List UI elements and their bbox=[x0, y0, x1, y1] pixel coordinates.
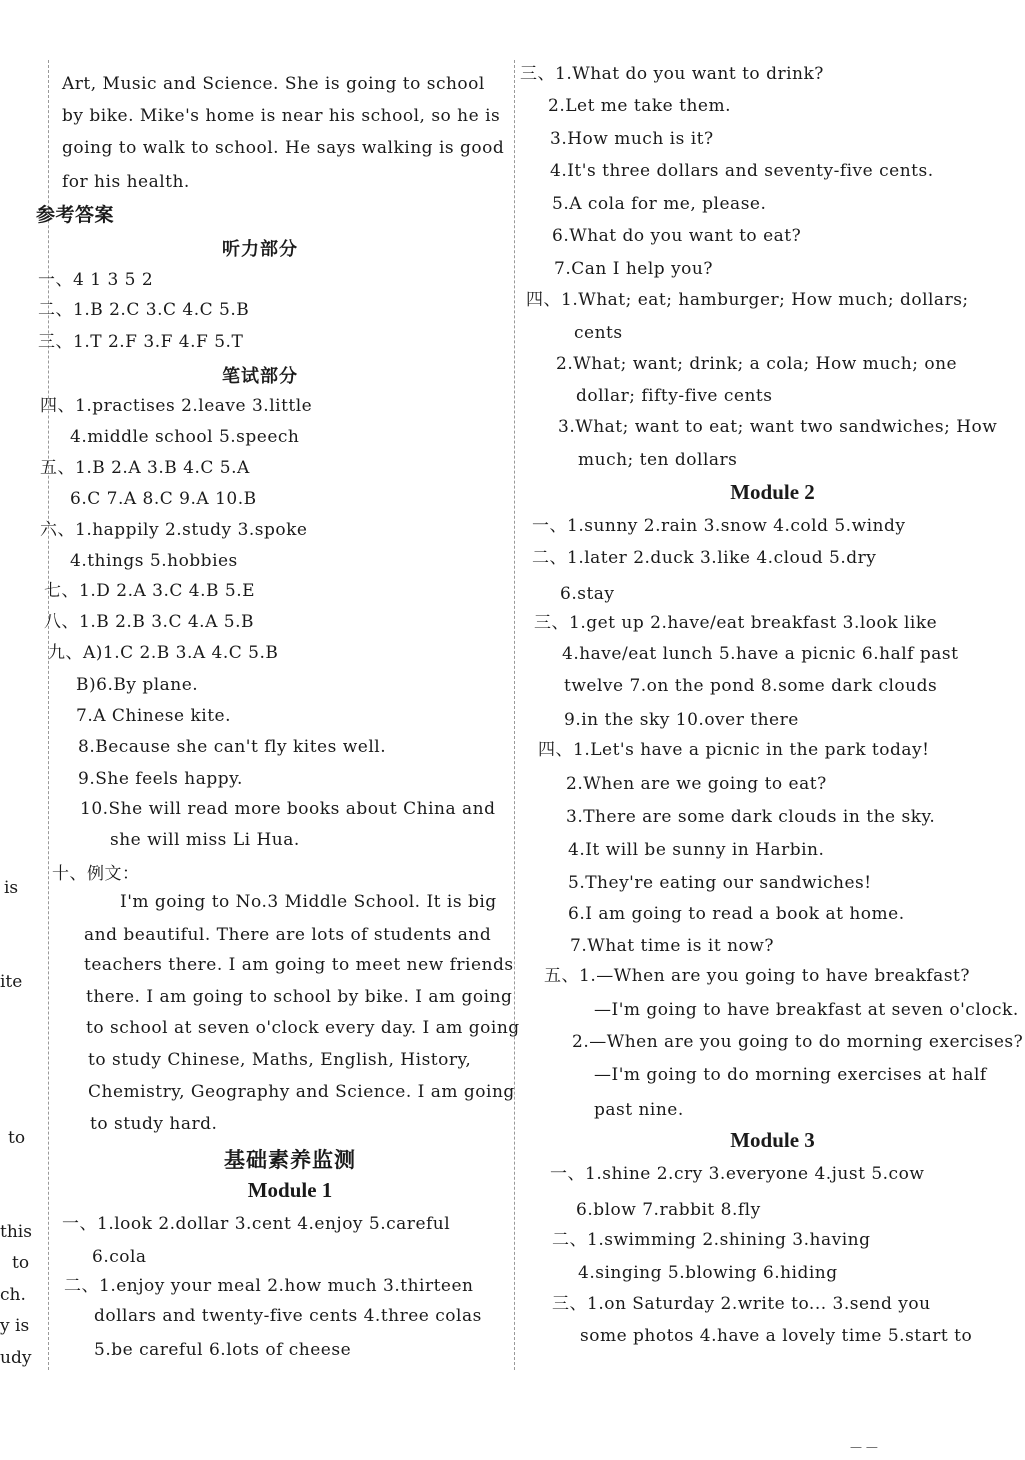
answer-line: 五、1.—When are you going to have breakfast? bbox=[544, 966, 970, 986]
edge-fragment: this bbox=[0, 1222, 32, 1242]
answer-line: 6.C 7.A 8.C 9.A 10.B bbox=[70, 489, 257, 509]
essay-line: Chemistry, Geography and Science. I am going bbox=[88, 1082, 515, 1102]
answer-line: 五、1.B 2.A 3.B 4.C 5.A bbox=[40, 458, 250, 478]
answer-line: 七、1.D 2.A 3.C 4.B 5.E bbox=[44, 581, 256, 601]
essay-line: to study Chinese, Maths, English, History, bbox=[88, 1050, 472, 1070]
module3-title: Module 3 bbox=[730, 1128, 815, 1152]
edge-fragment: to bbox=[8, 1128, 26, 1148]
section-title: 基础素养监测 bbox=[224, 1147, 356, 1172]
answer-line: she will miss Li Hua. bbox=[110, 830, 300, 850]
answer-line: dollar; fifty-five cents bbox=[576, 386, 773, 406]
essay-label: 十、例文： bbox=[52, 864, 140, 884]
answer-line: 4.It will be sunny in Harbin. bbox=[568, 840, 825, 860]
answer-line: 2.Let me take them. bbox=[548, 96, 731, 116]
answer-line: 三、1.T 2.F 3.F 4.F 5.T bbox=[38, 332, 244, 352]
answer-line: 10.She will read more books about China and bbox=[80, 799, 496, 819]
answer-line: —I'm going to do morning exercises at half bbox=[594, 1065, 987, 1085]
essay-line: I'm going to No.3 Middle School. It is big bbox=[120, 892, 497, 912]
answer-line: 2.—When are you going to do morning exercises? bbox=[572, 1032, 1024, 1052]
answer-line: 一、1.shine 2.cry 3.everyone 4.just 5.cow bbox=[550, 1164, 925, 1184]
answer-line: 6.blow 7.rabbit 8.fly bbox=[576, 1200, 761, 1220]
listening-heading: 听力部分 bbox=[222, 239, 298, 260]
answer-line: 二、1.enjoy your meal 2.how much 3.thirteen bbox=[64, 1276, 474, 1296]
edge-fragment: ch. bbox=[0, 1285, 26, 1305]
answer-line: 4.middle school 5.speech bbox=[70, 427, 300, 447]
answer-line: cents bbox=[574, 323, 623, 343]
answer-line: 四、1.practises 2.leave 3.little bbox=[40, 396, 313, 416]
answer-line: 4.have/eat lunch 5.have a picnic 6.half past bbox=[562, 644, 959, 664]
answer-line: 7.What time is it now? bbox=[570, 936, 774, 956]
answer-line: 一、1.look 2.dollar 3.cent 4.enjoy 5.careful bbox=[62, 1214, 451, 1234]
answer-line: 9.She feels happy. bbox=[78, 769, 243, 789]
answer-line: B)6.By plane. bbox=[76, 675, 199, 695]
answer-line: —I'm going to have breakfast at seven o'clock. bbox=[594, 1000, 1019, 1020]
answer-line: 二、1.B 2.C 3.C 4.C 5.B bbox=[38, 300, 250, 320]
answer-line: 四、1.Let's have a picnic in the park today! bbox=[538, 740, 930, 760]
answer-line: past nine. bbox=[594, 1100, 684, 1120]
answer-line: 5.A cola for me, please. bbox=[552, 194, 767, 214]
answer-line: 三、1.What do you want to drink? bbox=[520, 64, 824, 84]
answer-line: twelve 7.on the pond 8.some dark clouds bbox=[564, 676, 938, 696]
edge-fragment: ite bbox=[0, 972, 23, 992]
passage-line: Art, Music and Science. She is going to school bbox=[62, 74, 485, 94]
answer-line: 二、1.later 2.duck 3.like 4.cloud 5.dry bbox=[532, 548, 877, 568]
answer-line: 5.They're eating our sandwiches! bbox=[568, 873, 872, 893]
answer-line: 3.There are some dark clouds in the sky. bbox=[566, 807, 936, 827]
answer-line: much; ten dollars bbox=[578, 450, 738, 470]
answer-line: 2.When are we going to eat? bbox=[566, 774, 827, 794]
edge-fragment: y is bbox=[0, 1316, 30, 1336]
answer-line: 6.cola bbox=[92, 1247, 147, 1267]
answer-line: 4.things 5.hobbies bbox=[70, 551, 238, 571]
answer-line: 3.What; want to eat; want two sandwiches; How bbox=[558, 417, 998, 437]
edge-fragment: udy bbox=[0, 1348, 32, 1368]
essay-line: teachers there. I am going to meet new friends bbox=[84, 955, 514, 975]
answer-line: 5.be careful 6.lots of cheese bbox=[94, 1340, 352, 1360]
answer-line: 三、1.get up 2.have/eat breakfast 3.look like bbox=[534, 613, 938, 633]
answer-line: 九、A)1.C 2.B 3.A 4.C 5.B bbox=[48, 643, 279, 663]
answer-line: 一、4 1 3 5 2 bbox=[38, 270, 154, 290]
essay-line: there. I am going to school by bike. I am going bbox=[86, 987, 513, 1007]
answer-line: 二、1.swimming 2.shining 3.having bbox=[552, 1230, 871, 1250]
edge-fragment: to bbox=[12, 1253, 30, 1273]
essay-line: to school at seven o'clock every day. I am going bbox=[86, 1018, 520, 1038]
answer-line: 6.stay bbox=[560, 584, 615, 604]
passage-line: for his health. bbox=[62, 172, 190, 192]
answer-line: 一、1.sunny 2.rain 3.snow 4.cold 5.windy bbox=[532, 516, 906, 536]
answer-line: 7.A Chinese kite. bbox=[76, 706, 232, 726]
answer-line: 六、1.happily 2.study 3.spoke bbox=[40, 520, 308, 540]
edge-fragment: is bbox=[4, 878, 19, 898]
module1-title: Module 1 bbox=[247, 1178, 333, 1202]
answer-line: 7.Can I help you? bbox=[554, 259, 713, 279]
answer-line: 3.How much is it? bbox=[550, 129, 714, 149]
answer-line: 4.It's three dollars and seventy-five cents. bbox=[550, 161, 934, 181]
answer-line: 8.Because she can't fly kites well. bbox=[78, 737, 387, 757]
answer-line: 6.What do you want to eat? bbox=[552, 226, 802, 246]
written-heading: 笔试部分 bbox=[222, 366, 298, 387]
essay-line: to study hard. bbox=[90, 1114, 218, 1134]
answer-title: 参考答案 bbox=[36, 204, 115, 226]
right-column bbox=[520, 0, 1025, 1460]
page-footer-mark: — — bbox=[850, 1440, 878, 1454]
answer-line: 9.in the sky 10.over there bbox=[564, 710, 799, 730]
passage-line: by bike. Mike's home is near his school, so he is bbox=[62, 106, 501, 126]
answer-line: 6.I am going to read a book at home. bbox=[568, 904, 905, 924]
passage-line: going to walk to school. He says walking is good bbox=[62, 138, 505, 158]
answer-line: 4.singing 5.blowing 6.hiding bbox=[578, 1263, 838, 1283]
answer-line: some photos 4.have a lovely time 5.start to bbox=[580, 1326, 973, 1346]
answer-line: 八、1.B 2.B 3.C 4.A 5.B bbox=[44, 612, 254, 632]
answer-line: 2.What; want; drink; a cola; How much; one bbox=[556, 354, 958, 374]
answer-line: dollars and twenty-five cents 4.three colas bbox=[94, 1306, 482, 1326]
module2-title: Module 2 bbox=[730, 480, 815, 504]
answer-line: 三、1.on Saturday 2.write to... 3.send you bbox=[552, 1294, 931, 1314]
answer-line: 四、1.What; eat; hamburger; How much; dollars; bbox=[526, 290, 969, 310]
essay-line: and beautiful. There are lots of students and bbox=[84, 925, 492, 945]
